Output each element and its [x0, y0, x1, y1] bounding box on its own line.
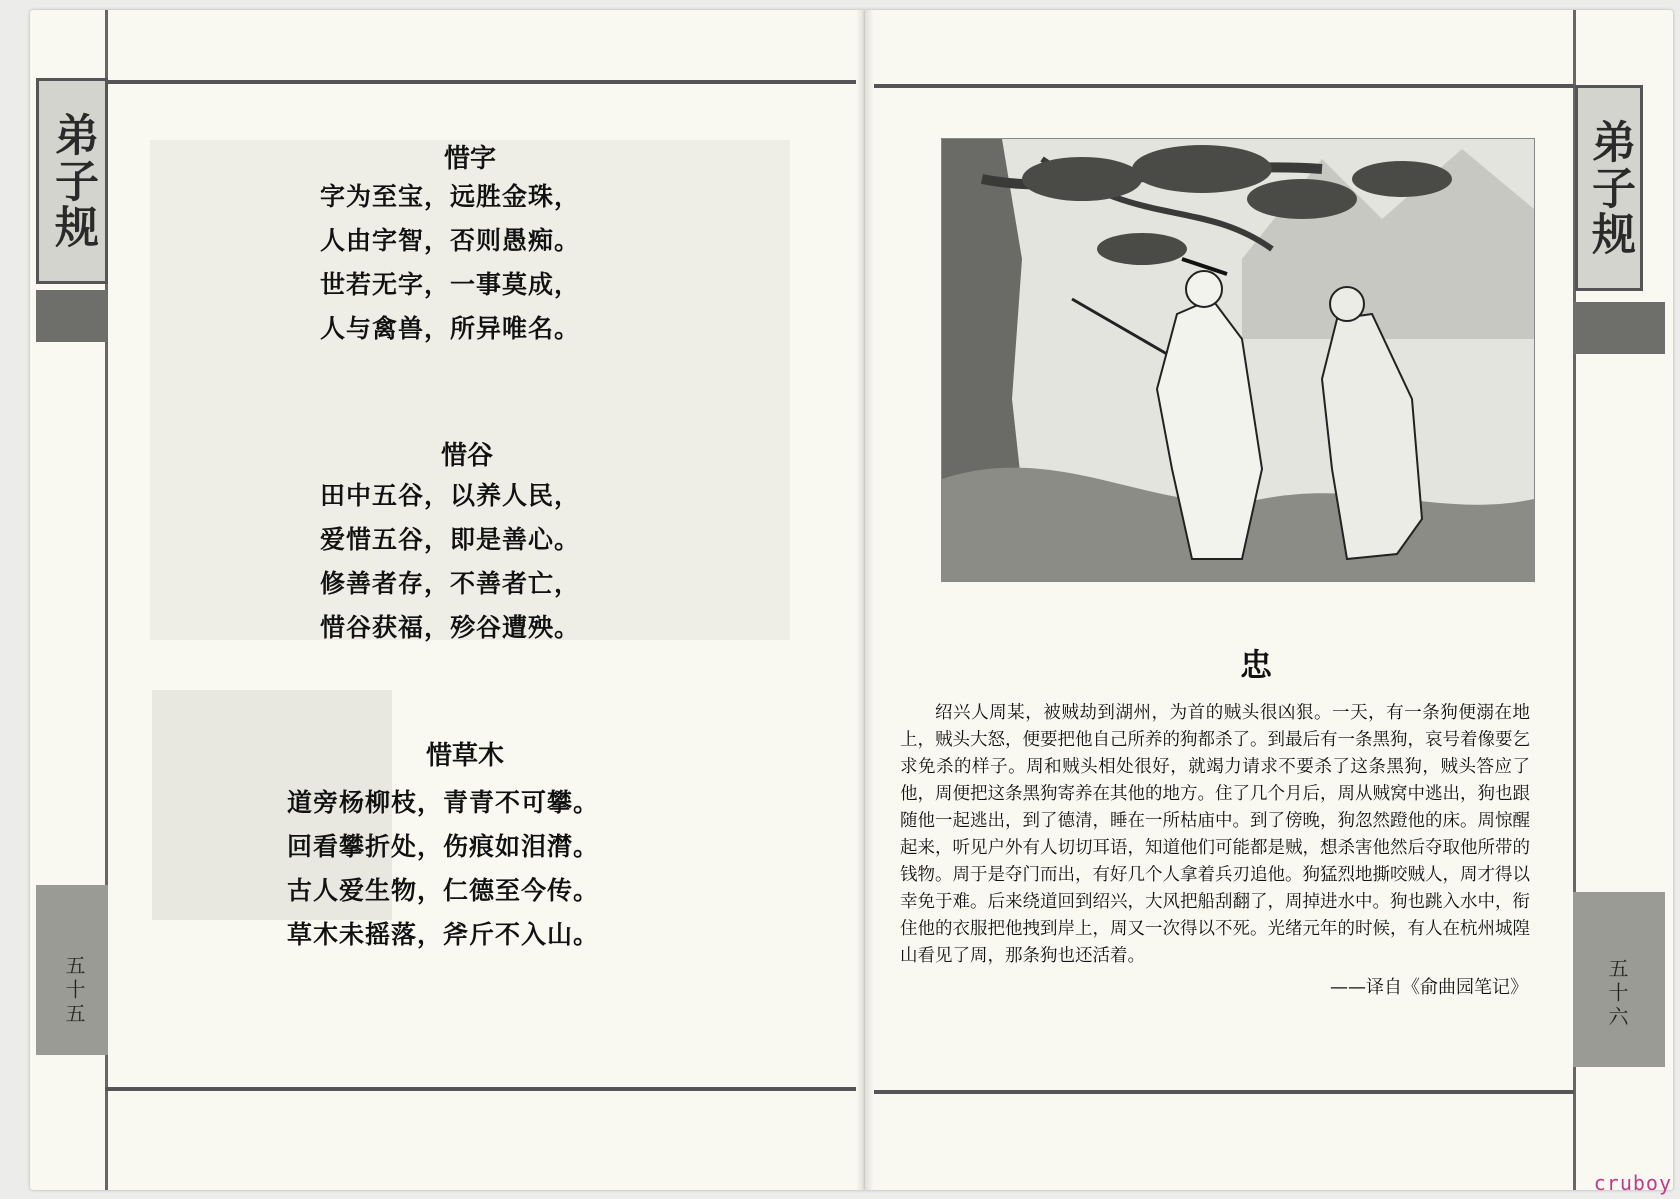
poem-line: 古人爱生物，仁德至今传。: [287, 876, 600, 905]
poem-line: 惜谷获福，殄谷遭殃。: [320, 613, 581, 642]
story-body: [900, 700, 1530, 970]
left-bottom-rule: [105, 1087, 856, 1091]
left-book-tab: [36, 78, 108, 284]
poem-line: 爱惜五谷，即是善心。: [320, 525, 581, 554]
left-tab-band: [36, 290, 108, 342]
poem-line: 世若无字，一事莫成，: [320, 270, 581, 299]
poem-line: 修善者存，不善者亡，: [320, 569, 581, 598]
right-tab-band: [1573, 302, 1665, 354]
watermark: cruboy: [1593, 1171, 1672, 1195]
story-title: 忠: [1240, 646, 1273, 684]
poem-title-2: 惜谷: [440, 441, 493, 471]
ink-painting-image: [942, 139, 1534, 581]
story-paragraph: 绍兴人周某，被贼劫到湖州，为首的贼头很凶狠。一天，有一条狗便溺在地上，贼头大怒，便要把他自己所养的狗都杀了。到最后有一条黑狗，哀号着像要乞求免杀的样子。周和贼头相处很好，就竭力请求不要杀了这条黑狗，贼头答应了他，周便把这条黑狗寄养在其他的地方。住了几个月后，周从贼窝中逃出，狗也跟随他一起逃出，到了德清，睡在一所枯庙中。到了傍晚，狗忽然蹬他的床。周惊醒起来，听见户外有人切切耳语，知道他们可能都是贼，想杀害他然后夺取他所带的钱物。周于是夺门而出，有好几个人拿着兵刃追他。狗猛烈地撕咬贼人，周才得以幸免于难。后来绕道回到绍兴，大风把船刮翻了，周掉进水中。狗也跳入水中，衔住他的衣服把他拽到岸上，周又一次得以不死。光绪元年的时候，有人在杭州城隍山看见了周，那条狗也还活着。: [900, 703, 1530, 966]
poem-line: 人由字智，否则愚痴。: [320, 226, 581, 255]
right-page-number: 五十六: [1605, 958, 1629, 1030]
right-bottom-rule: [874, 1090, 1574, 1094]
right-top-rule: [874, 84, 1574, 88]
poem-line: 人与禽兽，所异唯名。: [320, 314, 581, 343]
right-book-tab: [1575, 85, 1643, 291]
poem-line: 草木未摇落，斧斤不入山。: [287, 920, 600, 949]
left-book-tab-label: 弟子规: [47, 112, 98, 250]
story-illustration: [941, 138, 1535, 582]
left-page-number: 五十五: [62, 955, 86, 1027]
poem-line: 田中五谷，以养人民，: [320, 481, 581, 510]
poem-title-3: 惜草木: [425, 741, 504, 771]
left-top-rule: [105, 80, 856, 84]
poem-line: 道旁杨柳枝，青青不可攀。: [287, 788, 600, 817]
poem-title-1: 惜字: [443, 144, 496, 174]
story-source: ——译自《俞曲园笔记》: [1330, 977, 1528, 998]
poem-line: 回看攀折处，伤痕如泪潸。: [287, 832, 600, 861]
poem-line: 字为至宝，远胜金珠，: [320, 182, 581, 211]
right-book-tab-label: 弟子规: [1584, 119, 1635, 257]
